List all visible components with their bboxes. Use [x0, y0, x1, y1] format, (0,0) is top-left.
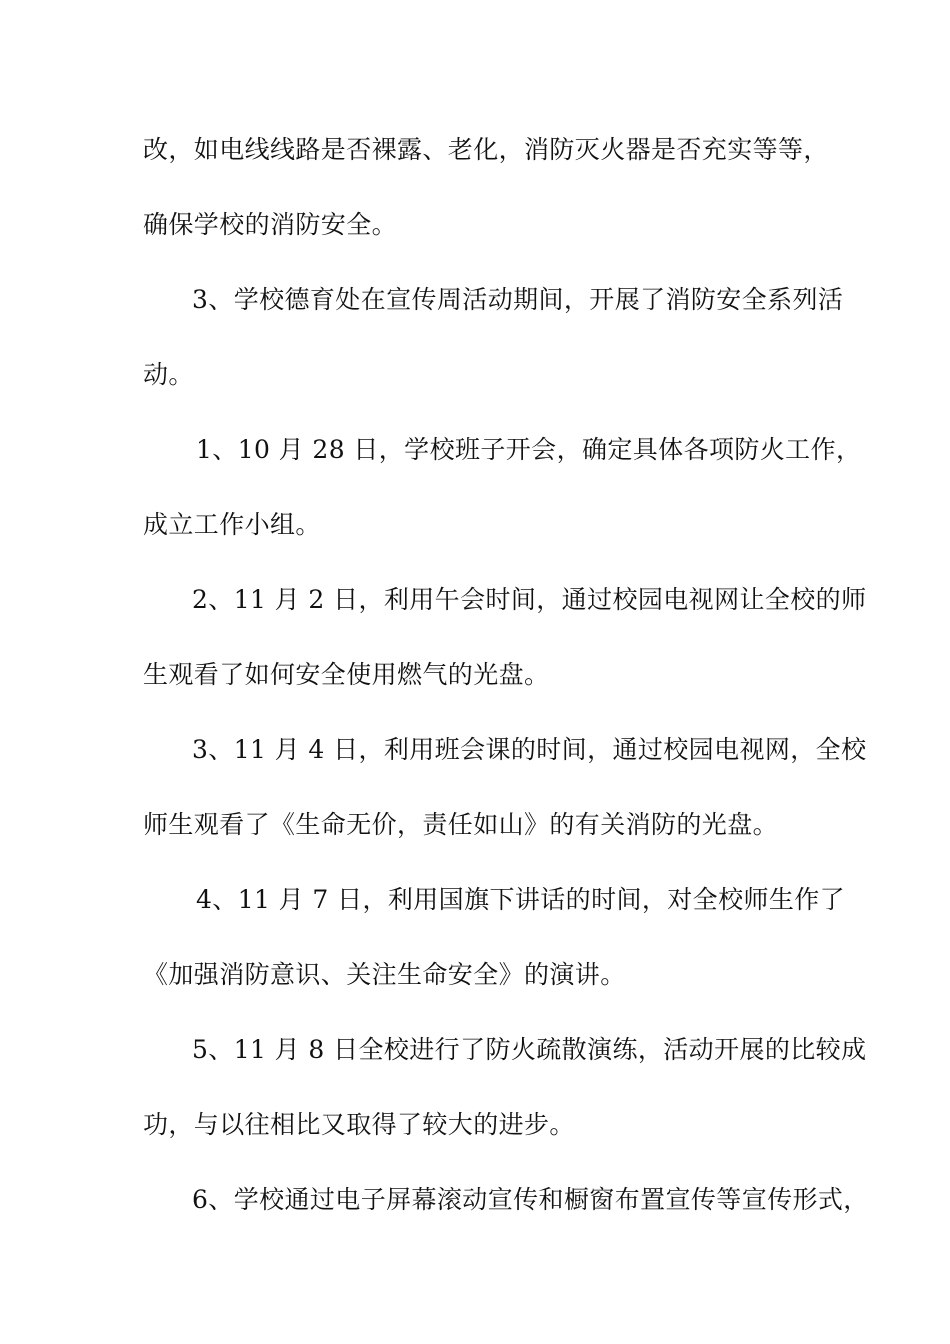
text-line: 《加强消防意识、关注生命安全》的演讲。	[143, 960, 626, 989]
list-item-line: 5、11 月 8 日全校进行了防火疏散演练，活动开展的比较成	[192, 1035, 867, 1064]
paragraph-start-line: 3、学校德育处在宣传周活动期间，开展了消防安全系列活	[192, 285, 844, 314]
text-line: 改，如电线线路是否裸露、老化，消防灭火器是否充实等等，	[143, 135, 829, 164]
list-item-line: 3、11 月 4 日，利用班会课的时间，通过校园电视网，全校	[192, 735, 867, 764]
text-line: 功，与以往相比又取得了较大的进步。	[143, 1110, 575, 1139]
text-line: 确保学校的消防安全。	[143, 210, 398, 239]
list-item-line: 2、11 月 2 日，利用午会时间，通过校园电视网让全校的师	[192, 585, 867, 614]
text-line: 动。	[143, 360, 194, 389]
text-line: 师生观看了《生命无价，责任如山》的有关消防的光盘。	[143, 810, 779, 839]
list-item-line: 1、10 月 28 日，学校班子开会，确定具体各项防火工作，	[196, 435, 862, 464]
text-line: 成立工作小组。	[143, 510, 321, 539]
list-item-line: 6、学校通过电子屏幕滚动宣传和橱窗布置宣传等宣传形式，	[192, 1185, 869, 1214]
text-line: 生观看了如何安全使用燃气的光盘。	[143, 660, 550, 689]
list-item-line: 4、11 月 7 日，利用国旗下讲话的时间，对全校师生作了	[196, 885, 846, 914]
